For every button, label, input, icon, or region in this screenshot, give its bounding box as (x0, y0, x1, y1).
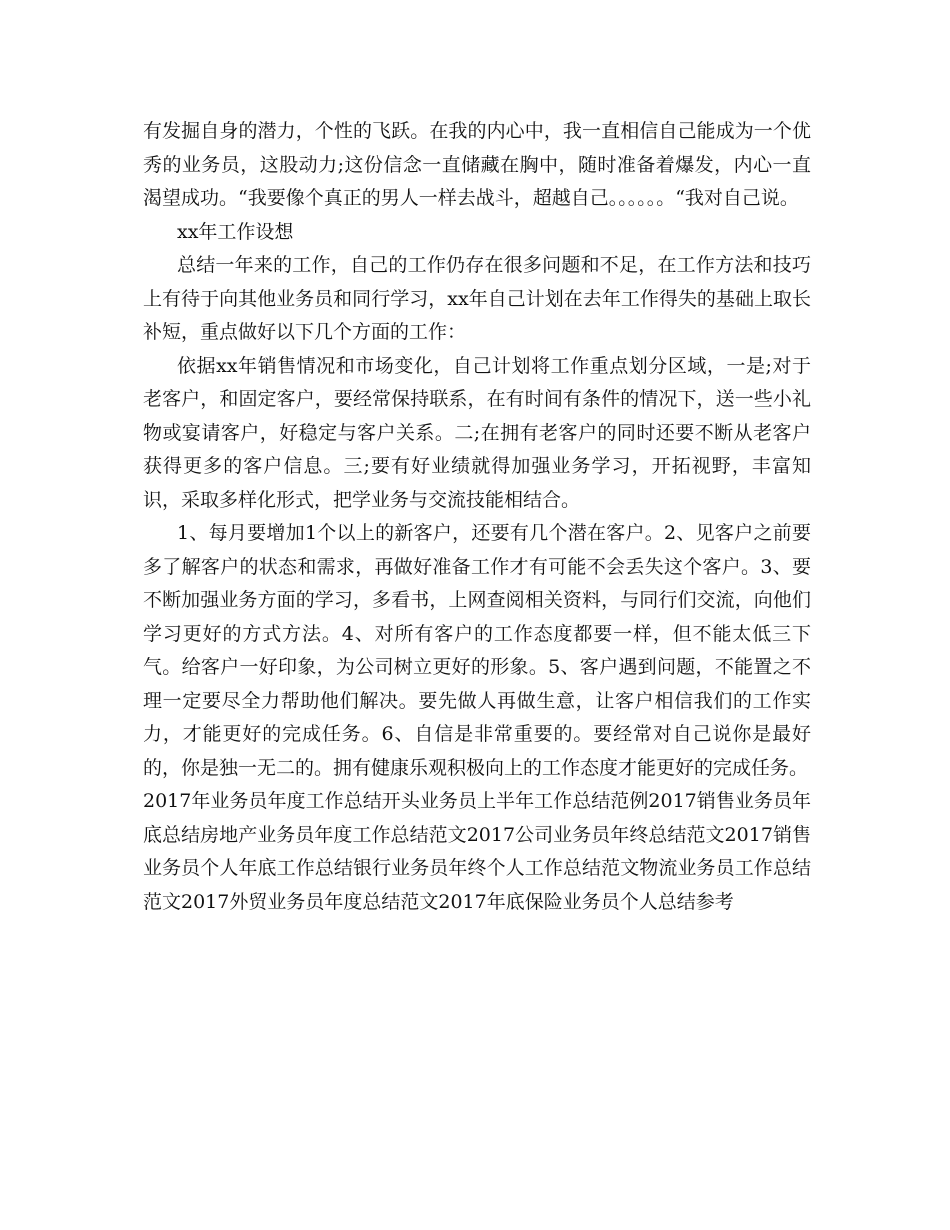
document-body (143, 115, 811, 919)
paragraph-continuation: 有发掘自身的潜力，个性的飞跃。在我的内心中，我一直相信自己能成为一个优秀的业务员，这股动力;这份信念一直储藏在胸中，随时准备着爆发，内心一直渴望成功。“我要像个真正的男人一样去战斗，超越自己。。。。。。“我对自己说。 (143, 120, 811, 209)
related-articles-text: 2017年业务员年度工作总结开头业务员上半年工作总结范例2017销售业务员年底总结房地产业务员年度工作总结范文2017公司业务员年终总结范文2017销售业务员个人年底工作总结银行业务员年终个人工作总结范文物流业务员工作总结范文2017外贸业务员年度总结范文2017年底保险业务员个人总结参考 (143, 790, 811, 913)
paragraph-summary: 总结一年来的工作，自己的工作仍存在很多问题和不足，在工作方法和技巧上有待于向其他业务员和同行学习，xx年自己计划在去年工作得失的基础上取长补短，重点做好以下几个方面的工作： (143, 254, 811, 343)
paragraph-goals-list: 1、每月要增加1个以上的新客户，还要有几个潜在客户。2、见客户之前要多了解客户的状态和需求，再做好准备工作才有可能不会丢失这个客户。3、要不断加强业务方面的学习，多看书，上网查阅相关资料，与同行们交流，向他们学习更好的方式方法。4、对所有客户的工作态度都要一样，但不能太低三下气。给客户一好印象，为公司树立更好的形象。5、客户遇到问题，不能置之不理一定要尽全力帮助他们解决。要先做人再做生意，让客户相信我们的工作实力，才能更好的完成任务。6、自信是非常重要的。要经常对自己说你是最好的，你是独一无二的。拥有健康乐观积极向上的工作态度才能更好的完成任务。 (143, 522, 811, 779)
section-heading: xx年工作设想 (177, 220, 294, 243)
paragraph-plan: 依据xx年销售情况和市场变化，自己计划将工作重点划分区域，一是;对于老客户，和固定客户，要经常保持联系，在有时间有条件的情况下，送一些小礼物或宴请客户，好稳定与客户关系。二;在拥有老客户的同时还要不断从老客户获得更多的客户信息。三;要有好业绩就得加强业务学习，开拓视野，丰富知识，采取多样化形式，把学业务与交流技能相结合。 (143, 354, 811, 511)
